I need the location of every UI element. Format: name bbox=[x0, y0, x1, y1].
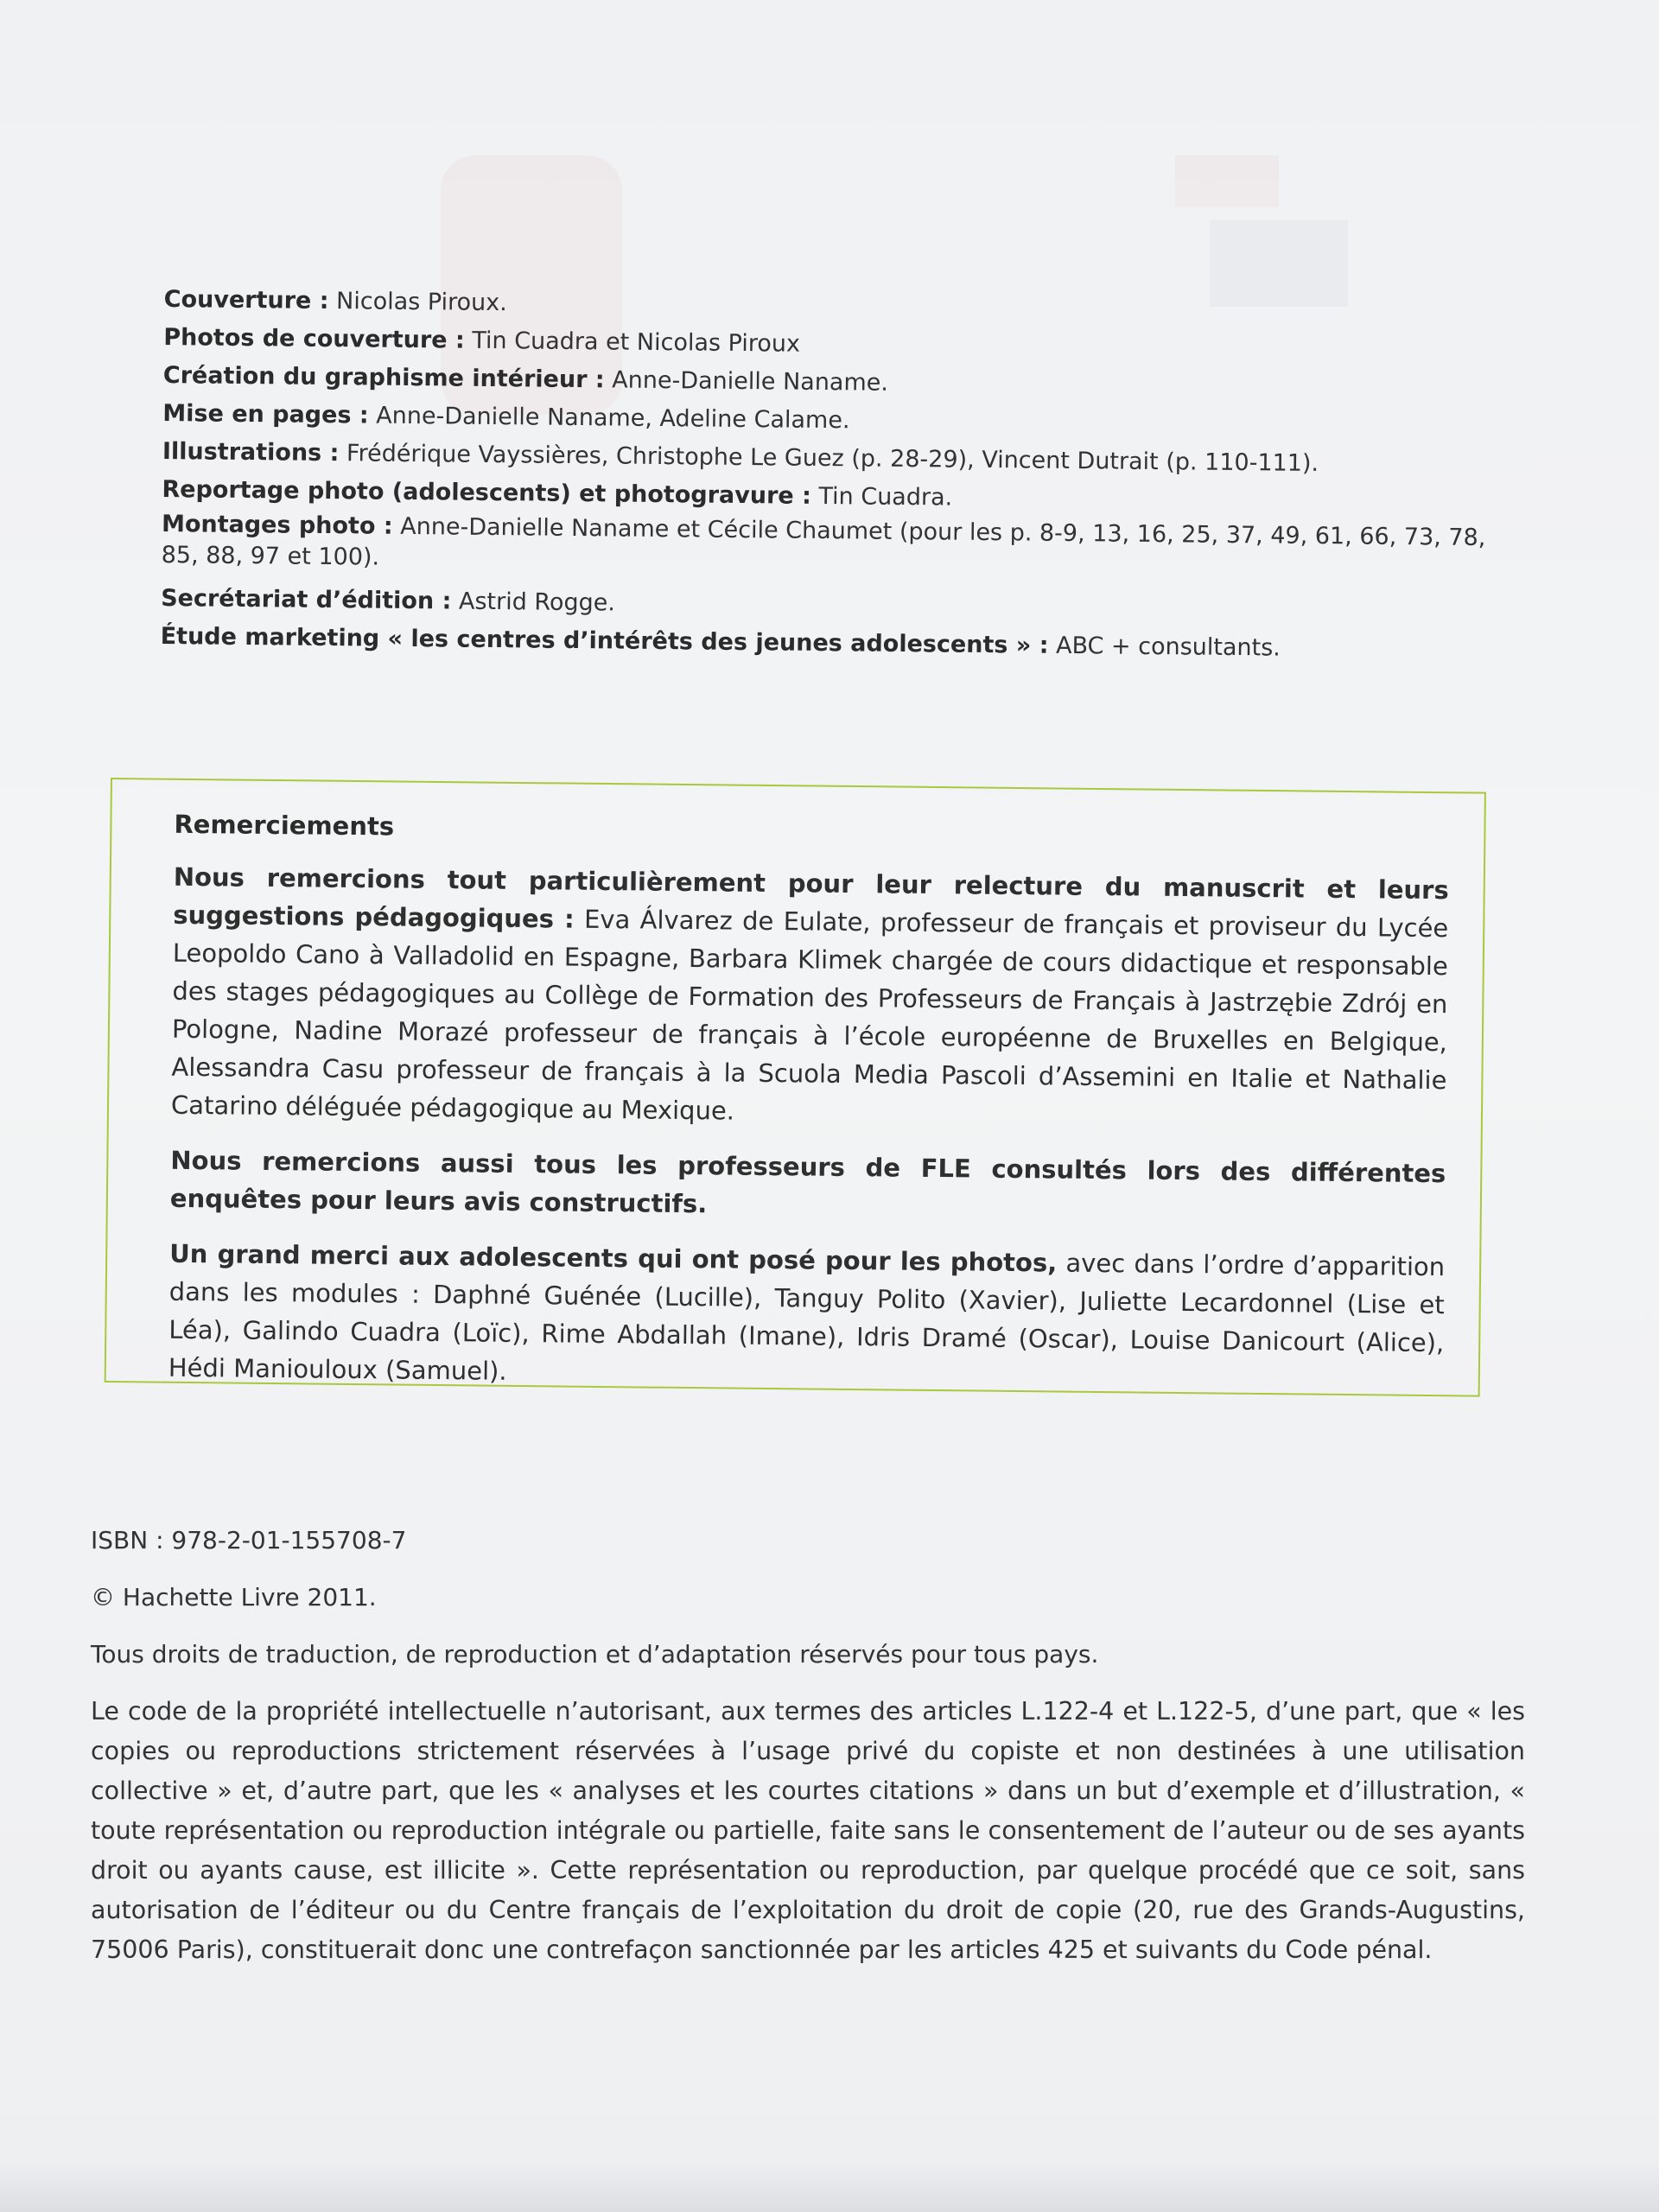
credit-value: Tin Cuadra. bbox=[810, 482, 953, 512]
credit-label: Mise en pages : bbox=[162, 399, 369, 429]
legal-notice bbox=[91, 1521, 1525, 1970]
credit-value: Anne-Danielle Naname. bbox=[604, 366, 889, 397]
page-edge-shadow bbox=[0, 2160, 1659, 2212]
credit-label: Montages photo : bbox=[161, 510, 393, 540]
intellectual-property-paragraph: Le code de la propriété intellectuelle n’autorisant, aux termes des articles L.122-4 et L.122-5, d’une part, que « les copies ou reproductions strictement réservées à l’usage privé du copiste et non destinées à une utilisation collective » et, d’autre part, que les « analyses et les courtes citations » dans un but d’exemple et d’illustration, « toute représentation ou reproduction intégrale ou partielle, faite sans le consentement de l’auteur ou de ses ayants droit ou ayants cause, est illicite ». Cette représentation ou reproduction, par quelque procédé que ce soit, sans autorisation de l’éditeur ou du Centre français de l’exploitation du droit de copie (20, rue des Grands-Augustins, 75006 Paris), constituerait donc une contrefaçon sanctionnée par les articles 425 et suivants du Code pénal. bbox=[91, 1697, 1525, 1964]
paragraph-lead: Nous remercions tout particulièrement pour leur relecture du manuscrit et leurs suggestions pédagogiques : bbox=[173, 861, 1449, 934]
acknowledgements-paragraph bbox=[171, 858, 1449, 1137]
paragraph-lead: Nous remercions aussi tous les professeurs de FLE consultés lors des différentes enquêtes pour leurs avis constructifs. bbox=[169, 1145, 1446, 1219]
isbn: ISBN : 978-2-01-155708-7 bbox=[91, 1526, 407, 1554]
credit-label: Création du graphisme intérieur : bbox=[162, 361, 605, 394]
acknowledgements-title: Remerciements bbox=[174, 809, 395, 842]
acknowledgements-paragraph bbox=[170, 1141, 1446, 1230]
credit-value: Frédérique Vayssières, Christophe Le Guez (p. 28-29), Vincent Dutrait (p. 110-111). bbox=[339, 440, 1319, 478]
credits-list bbox=[160, 281, 1503, 670]
acknowledgements-box bbox=[105, 778, 1486, 1397]
show-through-shape bbox=[1175, 156, 1279, 207]
credit-value: ABC + consultants. bbox=[1048, 632, 1281, 662]
credit-value: Anne-Danielle Naname et Cécile Chaumet (pour les p. 8-9, 13, 16, 25, 37, 49, 61, 66, 73, 78, 85, 88, 97 et 100). bbox=[161, 512, 1486, 571]
credit-value: Tin Cuadra et Nicolas Piroux bbox=[464, 327, 801, 358]
credit-value: Astrid Rogge. bbox=[451, 588, 616, 617]
credit-value: Anne-Danielle Naname, Adeline Calame. bbox=[368, 402, 850, 435]
rights-statement: Tous droits de traduction, de reproduction et d’adaptation réservés pour tous pays. bbox=[91, 1640, 1099, 1669]
credit-label: Étude marketing « les centres d’intérêts des jeunes adolescents » : bbox=[160, 622, 1049, 659]
credit-line bbox=[161, 509, 1501, 585]
acknowledgements-paragraph bbox=[168, 1235, 1446, 1400]
paragraph-text: Eva Álvarez de Eulate, professeur de français et proviseur du Lycée Leopoldo Cano à Valladolid en Espagne, Barbara Klimek chargée de cours didactique et responsable des stages pédagogiques au Collège de Formation des Professeurs de Français à Jastrzębie Zdrój en Pologne, Nadine Morazé professeur de français à l’école européenne de Bruxelles en Belgique, Alessandra Casu professeur de français à la Scuola Media Pascoli d’Assemini en Italie et Nathalie Catarino déléguée pédagogique au Mexique. bbox=[170, 904, 1449, 1126]
credit-label: Reportage photo (adolescents) et photogravure : bbox=[162, 475, 812, 510]
credit-value: Nicolas Piroux. bbox=[328, 287, 507, 317]
credit-label: Couverture : bbox=[163, 285, 329, 315]
copyright-line: © Hachette Livre 2011. bbox=[91, 1583, 377, 1611]
paragraph-text: avec dans l’ordre d’apparition dans les modules : Daphné Guénée (Lucille), Tanguy Polito (Xavier), Juliette Lecardonnel (Lise et Léa), Galindo Cuadra (Loïc), Rime Abdallah (Imane), Idris Dramé (Oscar), Louise Danicourt (Alice), Hédi Maniouloux (Samuel). bbox=[168, 1248, 1446, 1386]
credit-label: Secrétariat d’édition : bbox=[160, 584, 452, 615]
credit-label: Illustrations : bbox=[162, 437, 340, 467]
credit-label: Photos de couverture : bbox=[163, 323, 465, 354]
paragraph-lead: Un grand merci aux adolescents qui ont posé pour les photos, bbox=[169, 1238, 1058, 1278]
